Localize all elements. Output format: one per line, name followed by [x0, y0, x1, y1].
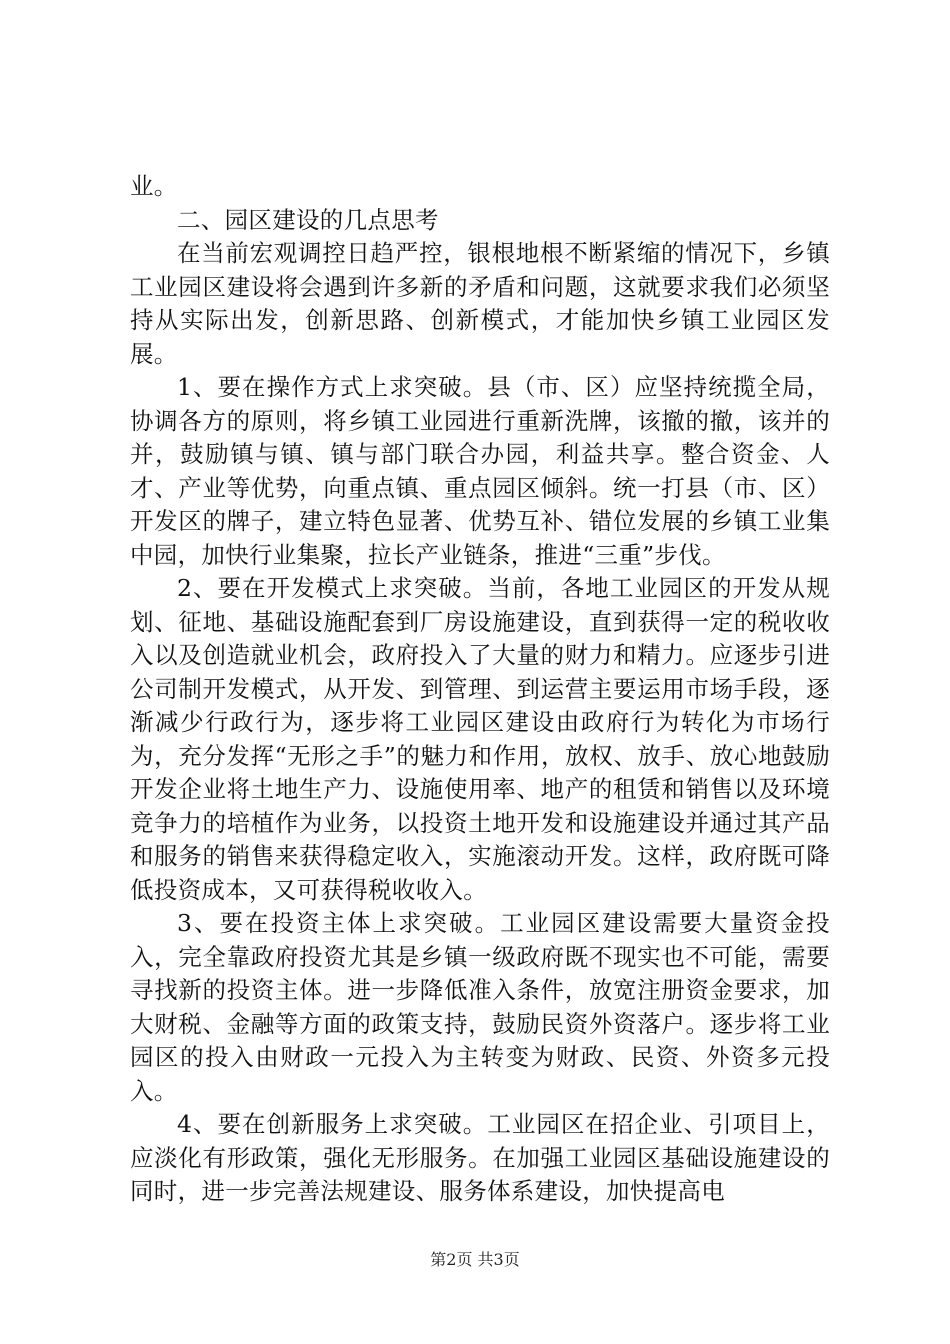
paragraph: 3、要在投资主体上求突破。工业园区建设需要大量资金投入，完全靠政府投资尤其是乡镇一级政府既不现实也不可能，需要寻找新的投资主体。进一步降低准入条件，放宽注册资金要求，加大财税、金融等方面的政策支持，鼓励民资外资落户。逐步将工业园区的投入由财政一元投入为主转变为财政、民资、外资多元投入。 — [130, 909, 830, 1105]
paragraph: 2、要在开发模式上求突破。当前，各地工业园区的开发从规划、征地、基础设施配套到厂房设施建设，直到获得一定的税收收入以及创造就业机会，政府投入了大量的财力和精力。应逐步引进公司制开发模式，从开发、到管理、到运营主要运用市场手段，逐渐减少行政行为，逐步将工业园区建设由政府行为转化为市场行为，充分发挥“无形之手”的魅力和作用，放权、放手、放心地鼓励开发企业将土地生产力、设施使用率、地产的租赁和销售以及环境竞争力的培植作为业务，以投资土地开发和设施建设并通过其产品和服务的销售来获得稳定收入，实施滚动开发。这样，政府既可降低投资成本，又可获得税收收入。 — [130, 574, 830, 904]
section-heading: 二、园区建设的几点思考 — [177, 205, 439, 234]
document-body — [130, 170, 830, 1209]
paragraph: 在当前宏观调控日趋严控，银根地根不断紧缩的情况下，乡镇工业园区建设将会遇到许多新的矛盾和问题，这就要求我们必须坚持从实际出发，创新思路、创新模式，才能加快乡镇工业园区发展。 — [130, 239, 830, 368]
paragraph: 4、要在创新服务上求突破。工业园区在招企业、引项目上，应淡化有形政策，强化无形服务。在加强工业园区基础设施建设的同时，进一步完善法规建设、服务体系建设，加快提高电 — [130, 1110, 830, 1205]
paragraph: 1、要在操作方式上求突破。县（市、区）应坚持统揽全局，协调各方的原则，将乡镇工业园进行重新洗牌，该撤的撤，该并的并，鼓励镇与镇、镇与部门联合办园，利益共享。整合资金、人才、产业等优势，向重点镇、重点园区倾斜。统一打县（市、区）开发区的牌子，建立特色显著、优势互补、错位发展的乡镇工业集中园，加快行业集聚，拉长产业链条，推进“三重”步伐。 — [130, 373, 830, 569]
paragraph: 业。 — [130, 172, 178, 200]
page-number: 第2页 共3页 — [430, 1250, 520, 1269]
page-footer — [0, 1247, 950, 1270]
